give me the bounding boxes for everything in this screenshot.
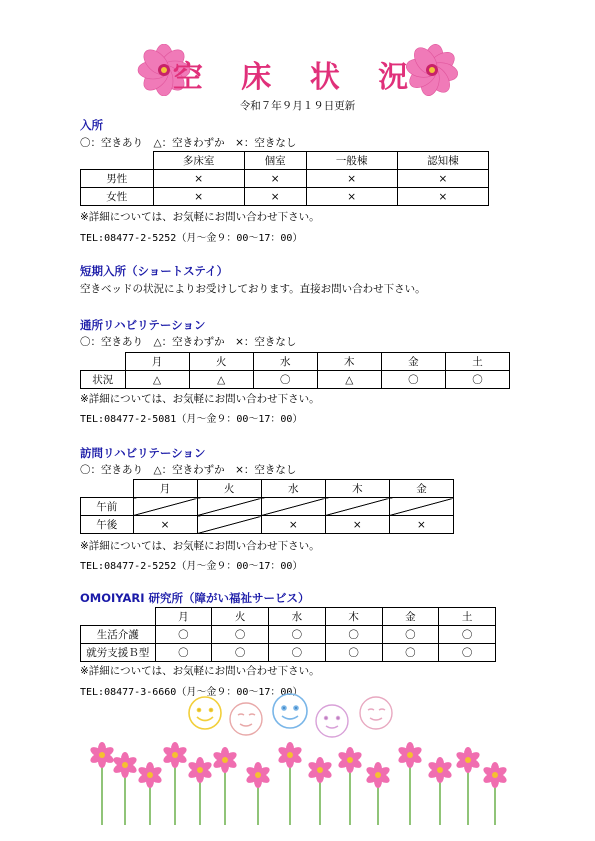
col-header: 火 [212, 608, 269, 626]
col-header: 月 [133, 480, 197, 498]
smiley-face-icon [316, 705, 348, 737]
note: ※詳細については、お気軽にお問い合わせ下さい。 [80, 540, 320, 552]
table-corner [81, 152, 154, 170]
tel-link[interactable]: TEL:08477-3-6660（月～金９：00～17：00） [80, 687, 303, 698]
col-header: 多床室 [153, 152, 244, 170]
flower-icon [137, 762, 164, 788]
table-cell: 〇 [212, 626, 269, 644]
flower-icon [482, 762, 509, 788]
flower-icon [187, 757, 214, 783]
row-label: 生活介護 [81, 626, 156, 644]
table-cell: × [397, 170, 488, 188]
section-title-nyusho: 入所 [80, 118, 103, 132]
section-title-tsusho: 通所リハビリテーション [80, 318, 206, 332]
table-corner [81, 608, 156, 626]
smiley-face-icon [230, 703, 262, 735]
table-cell: 〇 [439, 644, 496, 662]
table-cell: × [244, 170, 306, 188]
row-label: 就労支援Ｂ型 [81, 644, 156, 662]
col-header: 水 [269, 608, 326, 626]
page-title: 空 床 状 況 [172, 60, 423, 95]
table-cell: 〇 [269, 644, 326, 662]
table-cell: 〇 [382, 626, 439, 644]
smiley-face-icon [189, 697, 221, 729]
tel-link[interactable]: TEL:08477-2-5252（月～金９：00～17：00） [80, 561, 303, 572]
col-header: 水 [253, 353, 317, 371]
flower-icon [397, 742, 424, 768]
table-cell: 〇 [253, 371, 317, 389]
smiley-face-icon [360, 697, 392, 729]
col-header: 金 [389, 480, 453, 498]
omoiyari-table [80, 607, 496, 662]
updated-date: 令和７年９月１９日更新 [239, 100, 356, 112]
table-cell: × [306, 170, 397, 188]
table-cell: △ [317, 371, 381, 389]
flower-icon [112, 752, 139, 778]
note: ※詳細については、お気軽にお問い合わせ下さい。 [80, 393, 320, 405]
flower-icon [162, 742, 189, 768]
table-cell: 〇 [269, 626, 326, 644]
table-cell-unavailable [197, 498, 261, 516]
tel-link[interactable]: TEL:08477-2-5252（月～金９：00～17：00） [80, 233, 303, 244]
col-header: 月 [125, 353, 189, 371]
legend: 〇：空きあり △：空きわずか ×：空きなし [80, 464, 297, 476]
table-cell: 〇 [325, 644, 382, 662]
flower-icon [89, 742, 116, 768]
table-cell-unavailable [389, 498, 453, 516]
col-header: 金 [382, 608, 439, 626]
section-text: 空きベッドの状況によりお受けしております。直接お問い合わせ下さい。 [80, 283, 426, 295]
note: ※詳細については、お気軽にお問い合わせ下さい。 [80, 665, 320, 677]
note: ※詳細については、お気軽にお問い合わせ下さい。 [80, 211, 320, 223]
table-cell: × [153, 188, 244, 206]
table-cell: 〇 [445, 371, 509, 389]
col-header: 土 [445, 353, 509, 371]
col-header: 火 [197, 480, 261, 498]
table-cell: × [244, 188, 306, 206]
table-corner [81, 480, 134, 498]
col-header: 土 [439, 608, 496, 626]
col-header: 認知棟 [397, 152, 488, 170]
col-header: 個室 [244, 152, 306, 170]
flower-border-illustration [0, 735, 595, 835]
col-header: 火 [189, 353, 253, 371]
tsusho-table [80, 352, 510, 389]
table-cell: × [325, 516, 389, 534]
homon-table [80, 479, 454, 534]
table-cell: 〇 [439, 626, 496, 644]
table-cell: × [397, 188, 488, 206]
flower-icon [337, 747, 364, 773]
legend: 〇：空きあり △：空きわずか ×：空きなし [80, 137, 297, 149]
col-header: 金 [381, 353, 445, 371]
flower-icon [365, 762, 392, 788]
table-corner [81, 353, 126, 371]
table-cell: 〇 [155, 626, 212, 644]
flower-icon [245, 762, 272, 788]
tel-link[interactable]: TEL:08477-2-5081（月～金９：00～17：00） [80, 414, 303, 425]
col-header: 木 [325, 608, 382, 626]
flower-icon [307, 757, 334, 783]
smiley-face-icon [273, 694, 307, 728]
table-cell-unavailable [261, 498, 325, 516]
legend: 〇：空きあり △：空きわずか ×：空きなし [80, 336, 297, 348]
table-cell: × [153, 170, 244, 188]
col-header: 水 [261, 480, 325, 498]
table-cell: △ [189, 371, 253, 389]
table-cell: × [306, 188, 397, 206]
flower-icon [277, 742, 304, 768]
flower-icon [427, 757, 454, 783]
row-label: 状況 [81, 371, 126, 389]
section-title-homon: 訪問リハビリテーション [80, 446, 206, 460]
table-cell-unavailable [197, 516, 261, 534]
row-label: 午後 [81, 516, 134, 534]
table-cell: × [133, 516, 197, 534]
table-cell: 〇 [325, 626, 382, 644]
smiley-faces-illustration [180, 693, 410, 741]
flower-icon [455, 747, 482, 773]
table-cell: 〇 [382, 644, 439, 662]
table-cell: × [389, 516, 453, 534]
col-header: 木 [325, 480, 389, 498]
col-header: 月 [155, 608, 212, 626]
section-title-tanki: 短期入所（ショートステイ） [80, 264, 229, 278]
table-cell: 〇 [155, 644, 212, 662]
table-cell: × [261, 516, 325, 534]
row-label: 午前 [81, 498, 134, 516]
row-label: 女性 [81, 188, 154, 206]
nyusho-table [80, 151, 489, 206]
row-label: 男性 [81, 170, 154, 188]
section-title-omoiyari: OMOIYARI 研究所（障がい福祉サービス） [80, 591, 310, 605]
col-header: 木 [317, 353, 381, 371]
table-cell-unavailable [325, 498, 389, 516]
flower-icon [212, 747, 239, 773]
table-cell-unavailable [133, 498, 197, 516]
table-cell: 〇 [381, 371, 445, 389]
table-cell: 〇 [212, 644, 269, 662]
table-cell: △ [125, 371, 189, 389]
col-header: 一般棟 [306, 152, 397, 170]
